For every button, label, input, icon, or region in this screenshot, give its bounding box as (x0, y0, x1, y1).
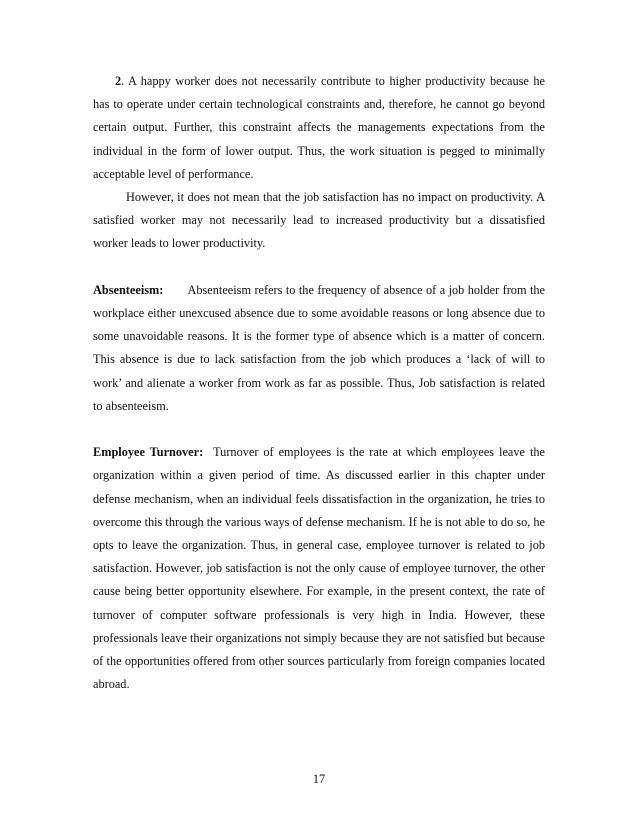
absenteeism-spacer (163, 283, 187, 297)
employee-turnover-spacer (203, 445, 213, 459)
point-number: 2 (115, 74, 122, 88)
paragraph-spacer (93, 418, 545, 441)
absenteeism-paragraph (93, 279, 545, 418)
absenteeism-text: Absenteeism refers to the frequency of absence of a job holder from the workplace either unexcused absence due to some avoidable reasons or long absence due to some unavoidable reasons. It is the former type of absence which is a matter of concern. This absence is due to lack satisfaction from the job which produces a ‘lack of will to work’ and alienate a worker from work as far as possible. Thus, Job satisfaction is related to absenteeism. (93, 282, 545, 413)
document-page (93, 70, 545, 696)
absenteeism-heading: Absenteeism: (93, 282, 164, 297)
page-number: 17 (312, 772, 326, 786)
point-2-text: . A happy worker does not necessarily contribute to higher productivity because he has to operate under certain technological constraints and, therefore, he cannot go beyond certain output. Further, this constraint affects the managements expectations from the individual in the form of lower output. Thus, the work situation is pegged to minimally acceptable level of performance. (93, 74, 545, 181)
productivity-followup-paragraph: However, it does not mean that the job satisfaction has no impact on productivity. A satisfied worker may not necessarily lead to increased productivity but a dissatisfied worker leads to lower productivity. (93, 190, 545, 251)
employee-turnover-heading: Employee Turnover: (93, 445, 204, 460)
paragraph-spacer (93, 256, 545, 279)
point-2-paragraph (93, 70, 545, 186)
employee-turnover-text: Turnover of employees is the rate at which employees leave the organization within a given period of time. As discussed earlier in this chapter under defense mechanism, when an individual feels dissatisfaction in the organization, he tries to overcome this through the various ways of defense mechanism. If he is not able to do so, he opts to leave the organization. Thus, in general case, employee turnover is related to job satisfaction. However, job satisfaction is not the only cause of employee turnover, the other cause being better opportunity elsewhere. For example, in the present context, the rate of turnover of computer software professionals is very high in India. However, these professionals leave their organizations not simply because they are not satisfied but because of the opportunities offered from other sources particularly from foreign companies located abroad. (93, 445, 545, 692)
employee-turnover-paragraph (93, 441, 545, 696)
